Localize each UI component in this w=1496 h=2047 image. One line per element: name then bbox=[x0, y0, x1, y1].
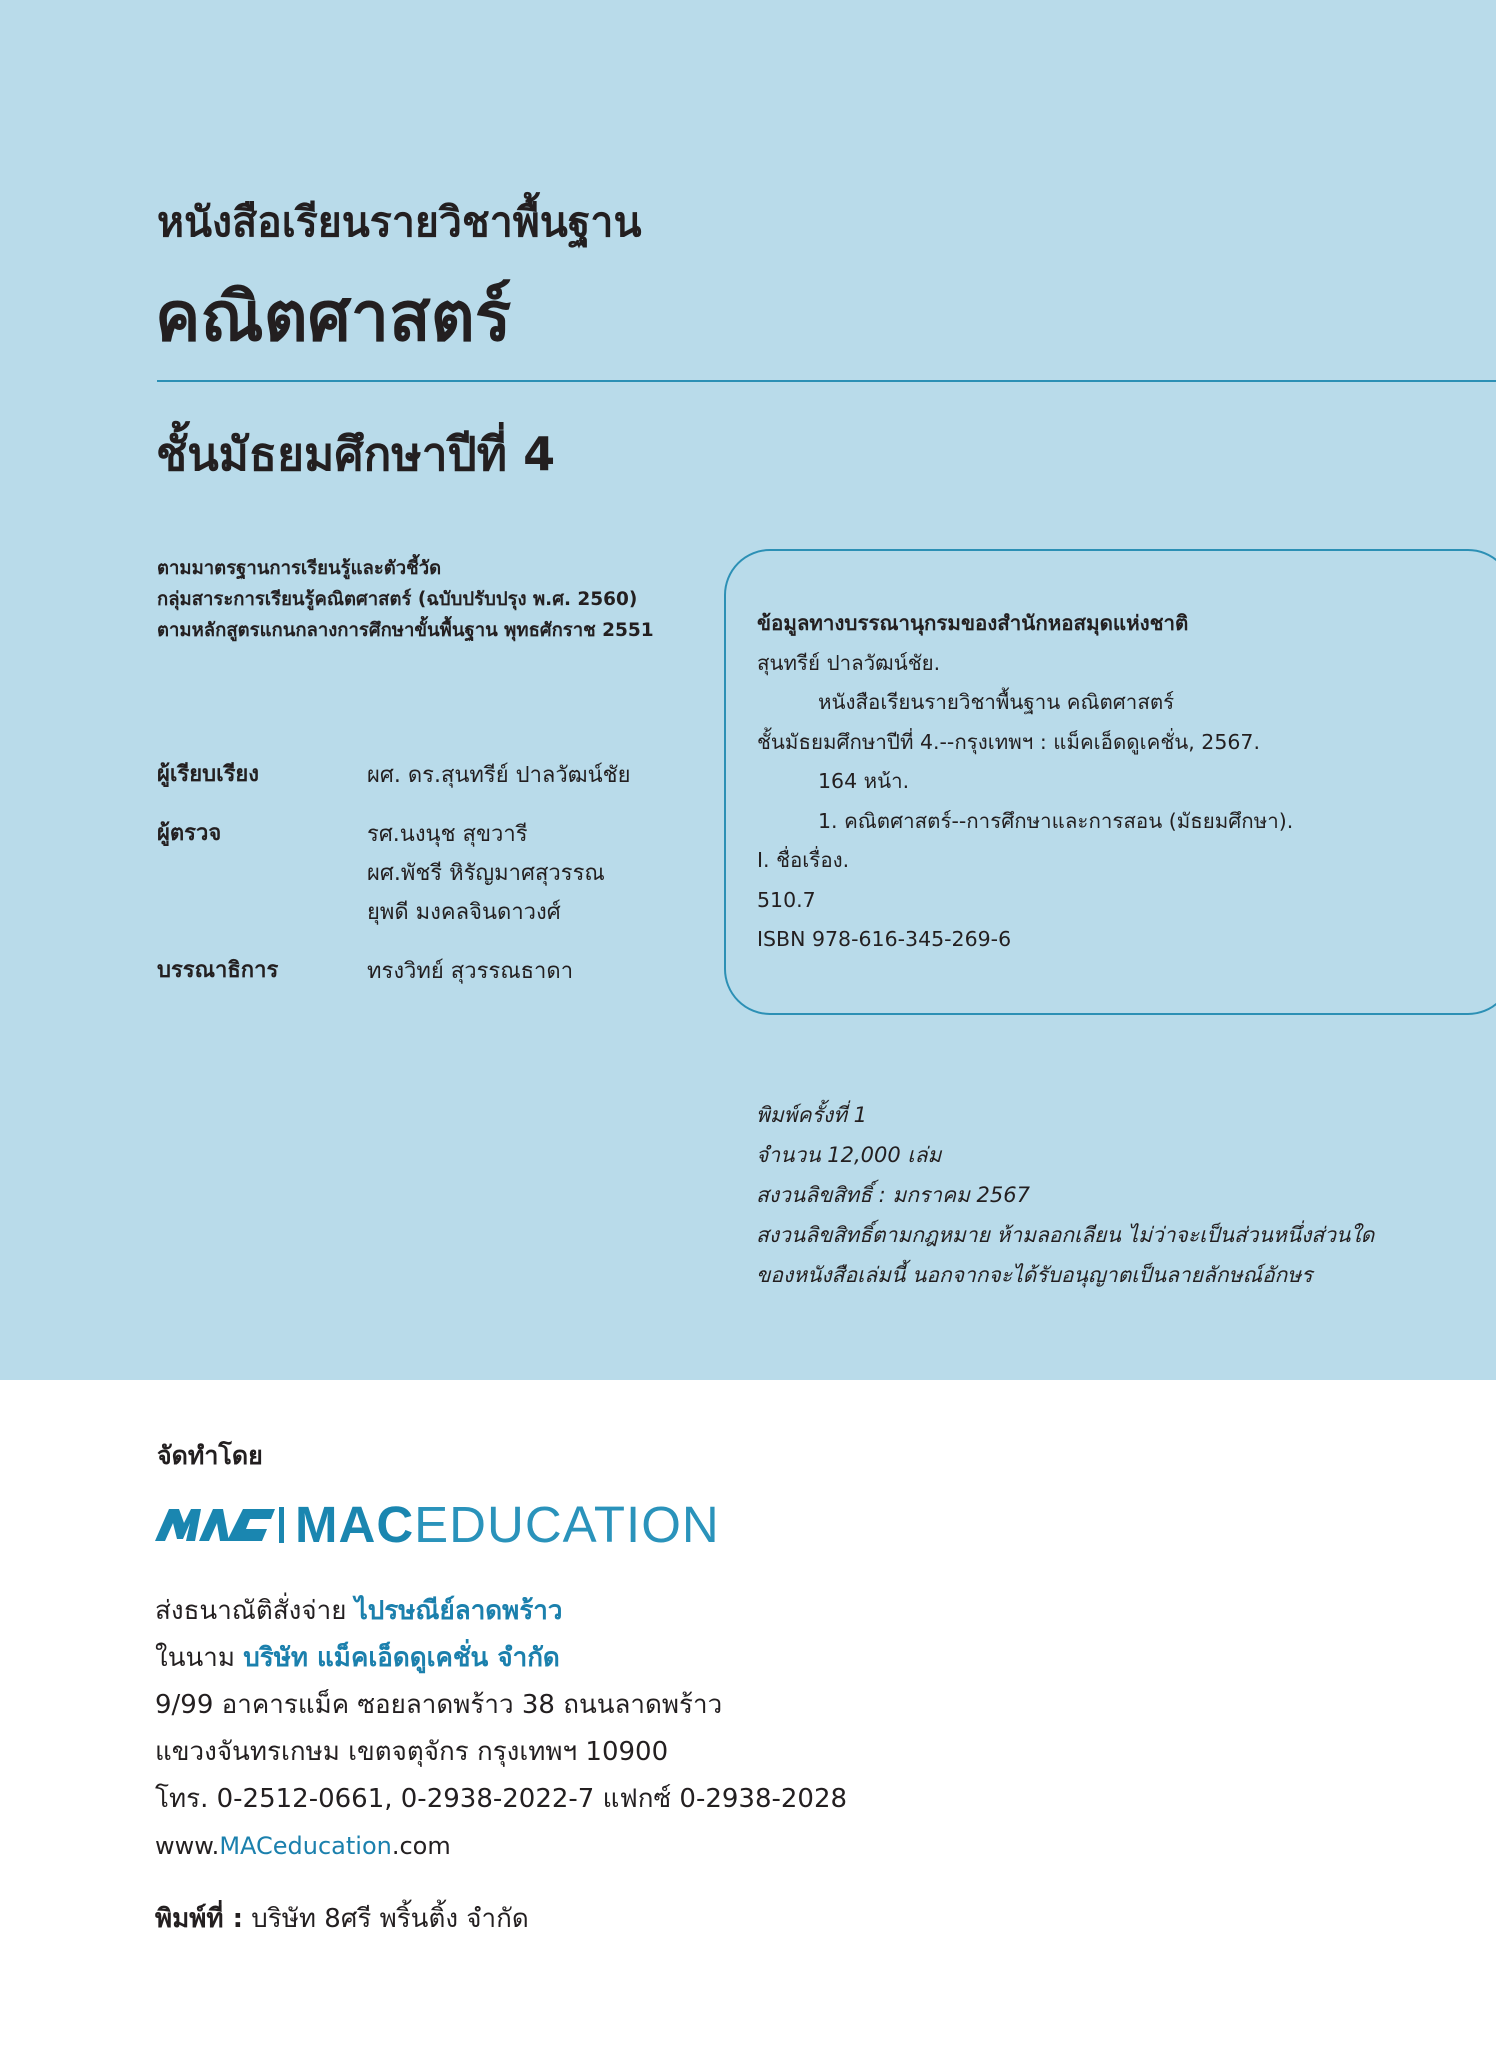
author-name: ผศ. ดร.สุนทรีย์ ปาลวัฒน์ชัย bbox=[367, 763, 631, 788]
editor-name: ทรงวิทย์ สุวรรณธาดา bbox=[367, 959, 574, 984]
web-suffix: .com bbox=[391, 1832, 451, 1860]
company-line bbox=[155, 1635, 847, 1682]
standards-line: กลุ่มสาระการเรียนรู้คณิตศาสตร์ (ฉบับปรับปรุง พ.ศ. 2560) bbox=[157, 589, 638, 610]
printer-label: พิมพ์ที่ : bbox=[155, 1904, 244, 1934]
web-prefix: www. bbox=[155, 1832, 220, 1860]
printer-line bbox=[155, 1898, 529, 1939]
logo-wordmark-bold: MAC bbox=[295, 1496, 415, 1553]
postal-prefix: ส่งธนาณัติสั่งจ่าย bbox=[155, 1596, 355, 1626]
book-title: คณิตศาสตร์ bbox=[155, 278, 512, 357]
reviewer-name: ผศ.พัชรี หิรัญมาศสุวรรณ bbox=[367, 861, 605, 886]
curriculum-standards bbox=[157, 553, 654, 646]
address-line: 9/99 อาคารแม็ค ซอยลาดพร้าว 38 ถนนลาดพร้าว bbox=[155, 1690, 723, 1720]
cip-line: ชั้นมัธยมศึกษาปีที่ 4.--กรุงเทพฯ : แม็คเอ็ดดูเคชั่น, 2567. bbox=[757, 729, 1260, 754]
cip-line: 1. คณิตศาสตร์--การศึกษาและการสอน (มัธยมศึกษา). bbox=[818, 808, 1294, 833]
cip-line: ISBN 978-616-345-269-6 bbox=[757, 927, 1012, 951]
address-line: แขวงจันทรเกษม เขตจตุจักร กรุงเทพฯ 10900 bbox=[155, 1737, 669, 1767]
printing-line: จำนวน 12,000 เล่ม bbox=[756, 1143, 942, 1167]
printing-line: สงวนลิขสิทธิ์ : มกราคม 2567 bbox=[756, 1183, 1030, 1207]
author-names bbox=[367, 756, 631, 795]
standards-line: ตามหลักสูตรแกนกลางการศึกษาขั้นพื้นฐาน พุทธศักราช 2551 bbox=[157, 620, 654, 641]
reviewer-name: ยุพดี มงคลจินดาวงศ์ bbox=[367, 900, 561, 925]
standards-line: ตามมาตรฐานการเรียนรู้และตัวชี้วัด bbox=[157, 558, 442, 579]
cip-line: I. ชื่อเรื่อง. bbox=[757, 848, 850, 872]
cip-record bbox=[757, 604, 1293, 960]
subject-line: หนังสือเรียนรายวิชาพื้นฐาน bbox=[157, 198, 642, 246]
reviewer-role: ผู้ตรวจ bbox=[157, 821, 222, 846]
contact-address bbox=[155, 1588, 847, 1870]
cip-line: 164 หน้า. bbox=[818, 769, 910, 793]
cip-line: 510.7 bbox=[757, 887, 816, 912]
logo-wordmark-light: EDUCATION bbox=[414, 1496, 720, 1553]
author-role: ผู้เรียบเรียง bbox=[157, 762, 260, 787]
cip-line: สุนทรีย์ ปาลวัฒน์ชัย. bbox=[757, 650, 941, 675]
cip-line: หนังสือเรียนรายวิชาพื้นฐาน คณิตศาสตร์ bbox=[818, 690, 1175, 714]
printing-line: พิมพ์ครั้งที่ 1 bbox=[756, 1103, 867, 1127]
phone-line: โทร. 0-2512-0661, 0-2938-2022-7 แฟกซ์ 0-2938-2028 bbox=[155, 1784, 848, 1814]
web-brand: MACeducation bbox=[219, 1832, 392, 1860]
printing-line: ของหนังสือเล่มนี้ นอกจากจะได้รับอนุญาตเป็นลายลักษณ์อักษร bbox=[756, 1263, 1313, 1287]
printing-line: สงวนลิขสิทธิ์ตามกฎหมาย ห้ามลอกเลียน ไม่ว่าจะเป็นส่วนหนึ่งส่วนใด bbox=[756, 1223, 1375, 1247]
postal-office: ไปรษณีย์ลาดพร้าว bbox=[354, 1596, 563, 1626]
printer-name: บริษัท 8ศรี พริ้นติ้ง จำกัด bbox=[251, 1904, 529, 1934]
grade-level: ชั้นมัธยมศึกษาปีที่ 4 bbox=[156, 427, 556, 481]
reviewer-names bbox=[367, 815, 605, 932]
title-divider bbox=[157, 380, 1496, 382]
mac-logo-mark-icon bbox=[155, 1501, 285, 1549]
printing-info bbox=[756, 1095, 1374, 1295]
company-prefix: ในนาม bbox=[155, 1643, 244, 1673]
producer-label: จัดทำโดย bbox=[157, 1441, 263, 1470]
website-link[interactable] bbox=[155, 1823, 847, 1870]
editor-names bbox=[367, 952, 573, 991]
postal-line bbox=[155, 1588, 847, 1635]
company-name: บริษัท แม็คเอ็ดดูเคชั่น จำกัด bbox=[243, 1643, 560, 1673]
mac-education-logo bbox=[155, 1496, 720, 1553]
logo-wordmark bbox=[295, 1495, 720, 1554]
cip-heading: ข้อมูลทางบรรณานุกรมของสำนักหอสมุดแห่งชาติ bbox=[757, 611, 1189, 635]
editor-role: บรรณาธิการ bbox=[157, 958, 279, 983]
reviewer-name: รศ.นงนุช สุขวารี bbox=[367, 822, 528, 847]
